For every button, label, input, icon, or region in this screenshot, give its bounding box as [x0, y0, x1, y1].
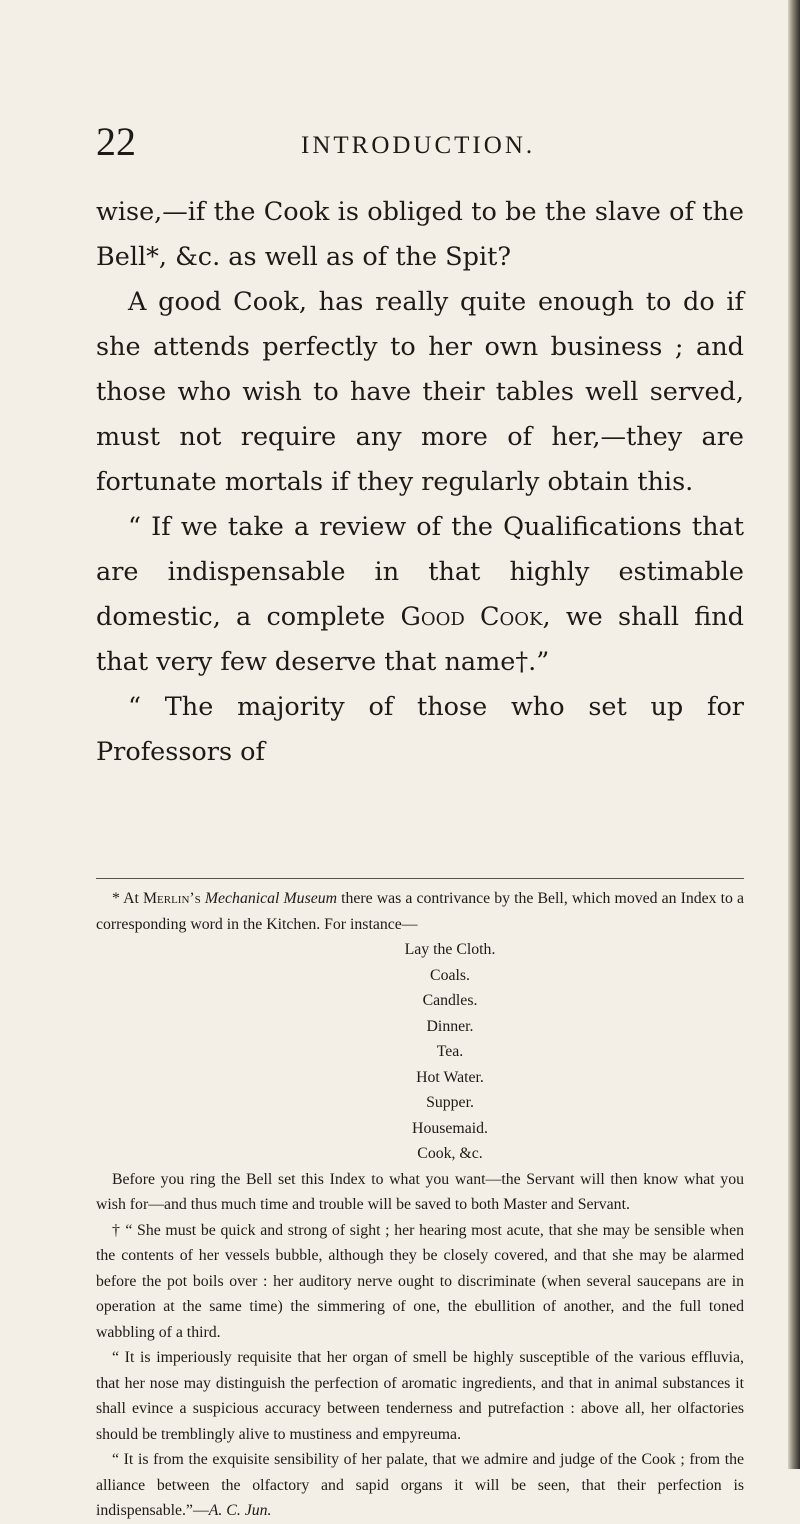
footnote-star-prefix: * At — [112, 890, 143, 907]
list-item: Tea. — [436, 1043, 464, 1060]
footnote-star-name: Merlin’s — [142, 890, 201, 907]
list-item: Supper. — [426, 1094, 474, 1111]
book-spine-shadow — [788, 0, 800, 1469]
list-item: Dinner. — [426, 1017, 474, 1035]
running-head: INTRODUCTION. — [301, 132, 536, 159]
footnote-star-work: Mechanical Museum — [204, 890, 338, 907]
paragraph-1: wise,—if the Cook is obliged to be the slave of the Bell*, &c. as well as of the Spit? — [96, 197, 744, 272]
good-cook-small-caps: Good Cook, — [400, 602, 551, 632]
index-word-list — [96, 937, 744, 1167]
list-item: Hot Water. — [416, 1068, 484, 1086]
paragraph-3-text-b: we shall find that very few deserve that name†.” — [96, 602, 745, 677]
page-header — [96, 118, 736, 162]
list-item: Lay the Cloth. — [404, 941, 496, 958]
body-text — [96, 190, 744, 775]
footnote-divider — [96, 878, 744, 879]
paragraph-4: “ The majority of those who set up for Professors of — [96, 692, 744, 767]
footnotes — [96, 886, 744, 1524]
footnote-dagger-3-text: “ It is from the exquisite sensibility of her palate, that we admire and judge of the Cook ; from the alliance between the olfactory and sapid organs it will be seen, that their perfection is indispensable.”— — [96, 1451, 744, 1519]
list-item: Housemaid. — [412, 1119, 488, 1137]
footnote-star-text: there was a contrivance by the Bell, which moved an Index to a corresponding word in the Kitchen. For instance— — [96, 890, 744, 933]
footnote-dagger-2: “ It is imperiously requisite that her organ of smell be highly susceptible of the various effluvia, that her nose may distinguish the perfection of aromatic ingredients, and that in animal substances it shall evince a suspicious accuracy between tenderness and putrefaction : above all, her olfactories should be tremblingly alive to mustiness and empyreuma. — [96, 1349, 744, 1443]
footnote-star-continued: Before you ring the Bell set this Index to what you want—the Servant will then know what you wish for—and thus much time and trouble will be saved to both Master and Servant. — [96, 1170, 744, 1213]
paragraph-2: A good Cook, has really quite enough to do if she attends perfectly to her own business ; and those who wish to have their tables well served, must not require any more of her,—they are fortunate mortals if they regularly obtain this. — [96, 287, 744, 497]
list-item: Cook, &c. — [417, 1145, 483, 1162]
page-number: 22 — [96, 119, 136, 164]
list-item: Candles. — [422, 992, 478, 1009]
footnote-star — [96, 886, 744, 937]
paragraph-3-text-a: “ If we take a review of the Qualifications that are indispensable in that highly estimable domestic, a complete — [96, 512, 744, 632]
paragraph-3 — [96, 505, 744, 685]
list-item: Coals. — [430, 966, 470, 984]
footnote-dagger-3 — [96, 1447, 744, 1524]
footnote-signature: A. C. Jun. — [208, 1502, 272, 1519]
footnote-dagger-1: † “ She must be quick and strong of sight ; her hearing most acute, that she may be sensible when the contents of her vessels bubble, although they be closely covered, and that she may be alarmed before the pot boils over : her auditory nerve ought to discriminate (when several saucepans are in operation at the same time) the simmering of one, the ebullition of another, and the full toned wabbling of a third. — [96, 1221, 744, 1341]
